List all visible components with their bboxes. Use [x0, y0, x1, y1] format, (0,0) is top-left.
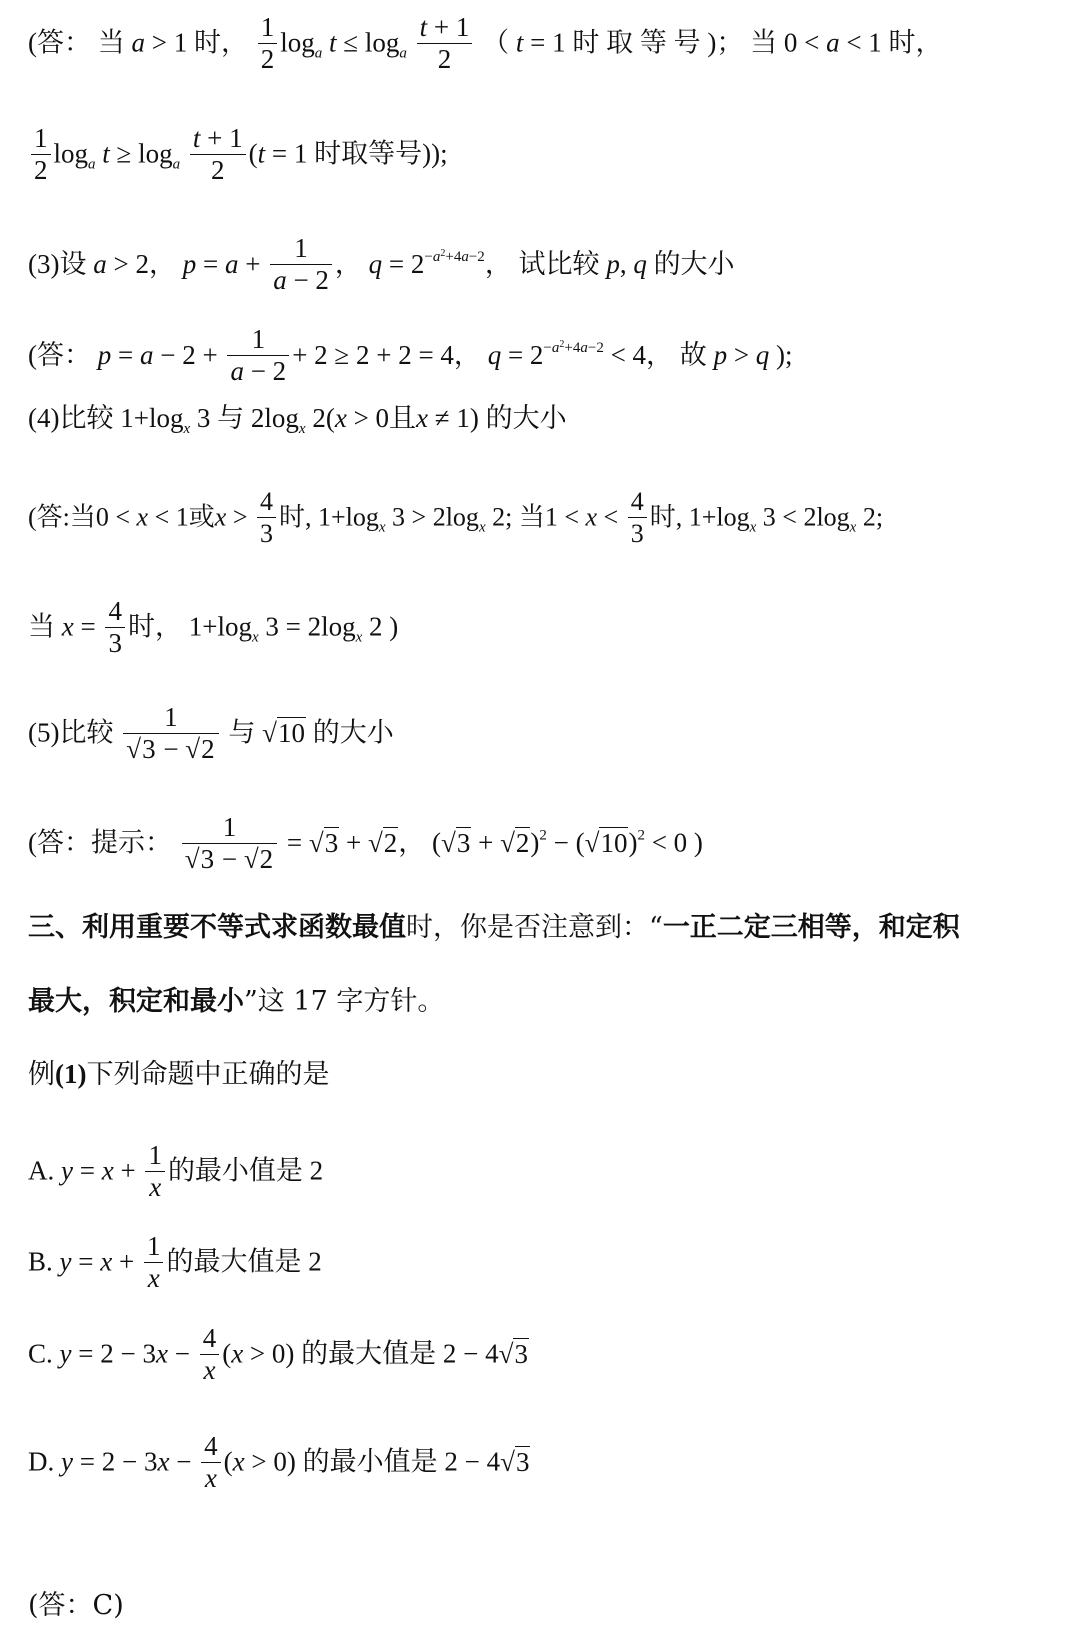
- answer-3: (答： p = a − 2 + $\frac{1}{a - 2}$ + 2 ≥ 2 + 2 = 4， $q = 2^{-a^2+4a-2} < 4$， 故 p > q );: [28, 324, 793, 387]
- answer-4b: 当 x = $\frac{4}{3}$ 时， $1+\log_x$ $3 = 2\log_x$ 2 ): [28, 596, 399, 658]
- question-5: (5)比较 $\frac{1}{√3 - √2}$ 与 √10 的大小: [28, 702, 394, 764]
- example-1-answer: (答：C): [28, 1590, 124, 1621]
- answer-line-2a: (答： 当 a > 1 时， $\frac{1}{2}$ $\log_a t \le \log_a$ $\frac{t + 1}{2}$ （ t = 1 时 取 等 号 )； 当 0 < a < 1 时，: [28, 12, 943, 74]
- option-c: C. y = 2 − 3x − $\frac{4}{x}$ (x > 0) 的最大值是 2 − 4√3: [28, 1323, 528, 1385]
- example-number: (1): [55, 1059, 87, 1089]
- answer-4: (答:当0 < x < 1或x > $\frac{4}{3}$ 时, $1+\log_x$ $3 > 2\log_x$ 2; 当1 < x < $\frac{4}{3}$ 时, $1+\log_x$ $3 < 2\log_x$ 2;: [28, 487, 884, 548]
- section-3-bold-title: 三、利用重要不等式求函数最值: [28, 912, 406, 943]
- section-3-heading: [28, 908, 960, 948]
- section-3-heading-cont: [28, 982, 444, 1022]
- example-text: 下列命题中正确的是: [86, 1059, 330, 1090]
- example-1-stem: [28, 1054, 329, 1095]
- question-4: (4)比较 $1+\log_x$ 3 与 $2\log_x$ 2(x > 0且x ≠ 1) 的大小: [28, 403, 567, 437]
- question-3: (3)设 a > 2， p = a + $\frac{1}{a - 2}$ ， $q = 2^{-a^2+4a-2}$， 试比较 p, q 的大小: [28, 233, 735, 296]
- answer-5: (答：提示： $\frac{1}{√3 - √2}$ = √3 + √2， $(√3 + √2)^2 - (√10)^2 < 0$ ): [28, 812, 703, 874]
- option-d: D. y = 2 − 3x − $\frac{4}{x}$ (x > 0) 的最小值是 2 − 4√3: [28, 1431, 530, 1493]
- section-3-motto-a: 一正二定三相等，和定积: [662, 912, 960, 943]
- section-3-text: 时，你是否注意到：“: [406, 912, 663, 943]
- section-3-motto-b: 最大，积定和最小: [28, 986, 244, 1017]
- section-3-tail: ”这 17 字方针。: [244, 986, 445, 1017]
- option-a: A. y = x + $\frac{1}{x}$ 的最小值是 2: [28, 1140, 324, 1202]
- answer-line-2b: $\frac{1}{2}$ $\log_a t \ge \log_a$ $\frac{t + 1}{2}$ (t = 1 时取等号));: [28, 125, 448, 188]
- option-b: B. y = x + $\frac{1}{x}$ 的最大值是 2: [28, 1231, 322, 1293]
- example-label: 例: [28, 1059, 55, 1090]
